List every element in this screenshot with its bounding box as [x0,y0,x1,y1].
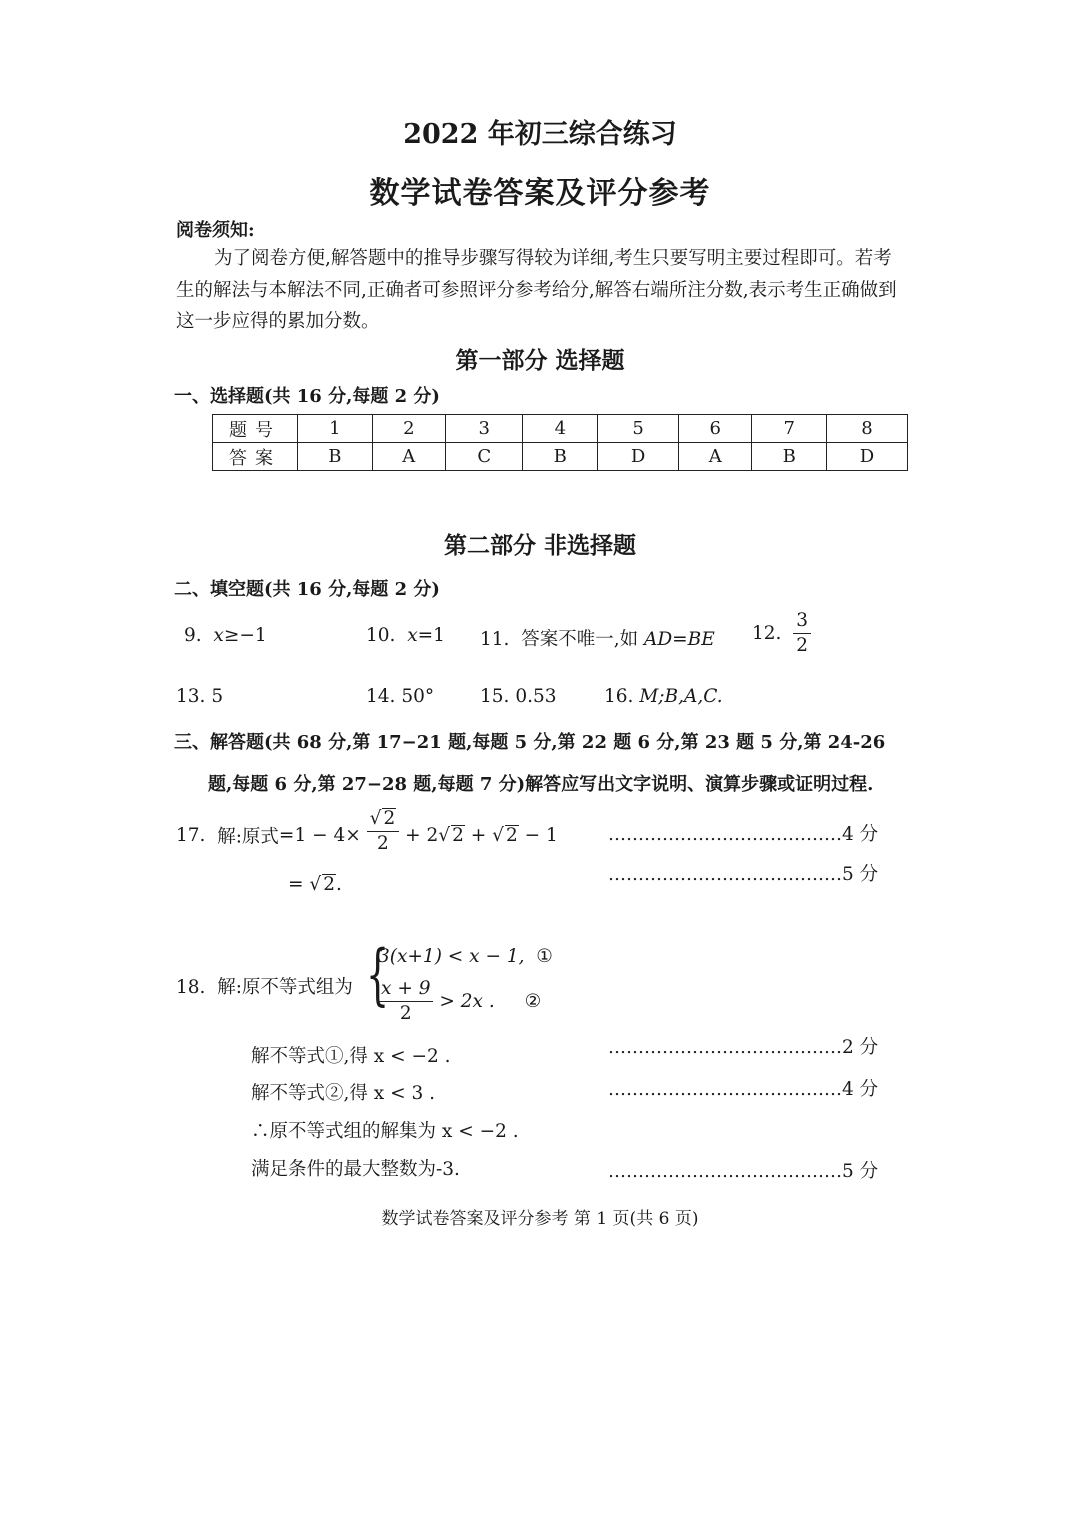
score-value: 2 分 [842,1037,879,1058]
question-number: 17. [176,825,206,846]
q18-step-4: 满足条件的最大整数为-3. [251,1159,460,1180]
table-cell: A [372,443,445,471]
sqrt-sign: √ 2 [492,825,518,846]
expr-part-d: − 1 [524,825,558,846]
leader-dots: ………………………………… [608,1161,842,1182]
fraction-denominator: 2 [399,1002,412,1024]
question-number: 16. [604,686,634,707]
score-value: 5 分 [842,864,879,885]
fraction [793,612,811,655]
score-value: 4 分 [842,1079,879,1100]
table-cell: C [446,443,523,471]
table-cell: A [679,443,752,471]
part1-title: 第一部分 选择题 [455,347,625,374]
answer-q9 [184,625,267,646]
answer-value: 50° [401,686,435,707]
answer-q15 [480,686,557,707]
notice-text: 为了阅卷方便,解答题中的推导步骤写得较为详细,考生只要写明主要过程即可。若考生的解法与本解法不同,正确者可参照评分参考给分,解答右端所注分数,表示考生正确做到这一步应得的累加分数。 [176,248,897,332]
fraction [367,808,400,853]
question-number: 10. [366,625,396,646]
solution-label: 解:原式 [217,826,279,848]
choice-section-heading: 一、选择题(共 16 分,每题 2 分) [174,386,440,407]
answer-q12 [752,612,811,655]
fraction-numerator: √ 2 [367,808,400,832]
question-number: 14. [366,686,396,707]
answer-text: 答案不唯一,如 [521,629,639,650]
answer-q10 [366,625,445,646]
question-number: 13. [176,686,206,707]
answer-q14 [366,686,434,707]
question-number: 11. [480,629,510,650]
answer-value: M;B,A,C. [639,686,723,707]
inequality-1 [378,946,553,967]
exam-title: 2022 年初三综合练习 [403,119,677,150]
q17-score-1 [608,820,878,846]
answer-q13 [176,686,223,707]
leader-dots: ………………………………… [608,864,842,885]
table-cell: B [523,443,598,471]
q18-score-2 [608,1075,878,1101]
table-cell: 8 [827,415,908,443]
fraction-denominator: 2 [796,634,808,656]
sqrt-sign: √ 2 [438,825,464,846]
table-cell: D [827,443,908,471]
expr-part-c: + [470,825,487,846]
inequality-tag: ① [536,946,553,967]
q18-step-2: 解不等式②,得 x < 3 . [251,1083,435,1104]
table-cell: 6 [679,415,752,443]
inequality-rest: > 2x . [439,991,495,1012]
radicand: 2 [452,825,464,846]
row-label-number: 题号 [213,415,298,443]
inequality-tag: ② [524,991,542,1012]
leader-dots: ………………………………… [608,1079,842,1100]
inequality-expr: 3(x+1) < x − 1, [378,946,525,967]
solve-section-heading-line1: 三、解答题(共 68 分,第 17−21 题,每题 5 分,第 22 题 6 分,第 23 题 5 分,第 24-26 [174,732,886,753]
choice-answer-table [212,414,908,471]
q18-step-3: ∴原不等式组的解集为 x < −2 . [251,1121,519,1142]
table-cell: 1 [298,415,373,443]
answer-value: 0.53 [515,686,557,707]
table-cell: D [598,443,679,471]
q18-score-1 [608,1033,878,1059]
score-value: 4 分 [842,824,879,845]
part2-title: 第二部分 非选择题 [443,532,636,559]
fill-section-heading: 二、填空题(共 16 分,每题 2 分) [174,579,440,600]
table-row-answers [213,443,908,471]
leader-dots: ………………………………… [608,824,842,845]
question-number: 18. [176,977,206,998]
page-footer: 数学试卷答案及评分参考 第 1 页(共 6 页) [381,1209,699,1229]
table-cell: 2 [372,415,445,443]
variable: x [213,625,224,646]
equals-sign: = [278,825,295,846]
solution-label: 解:原不等式组为 [217,977,353,998]
answer-q16 [604,686,723,707]
q17-line2: = √ 2. [288,874,342,895]
table-cell: 5 [598,415,679,443]
table-cell: 4 [523,415,598,443]
radicand: 2 [383,808,396,829]
radicand: 2 [323,874,335,895]
answer-key-title: 数学试卷答案及评分参考 [369,176,711,211]
variable: x [407,625,418,646]
equals-sign: = [288,874,304,895]
relation: ≥−1 [223,625,267,646]
table-cell: 3 [446,415,523,443]
q17-score-2 [608,860,878,886]
fraction-numerator: x + 9 [378,980,433,1002]
fraction [378,980,433,1023]
expression: AD=BE [643,629,715,650]
q18-step-1: 解不等式①,得 x < −2 . [251,1046,451,1067]
table-row-question-numbers [213,415,908,443]
q18-score-3 [608,1157,878,1183]
table-cell: 7 [752,415,827,443]
expr-part-a: 1 − 4× [294,825,361,846]
solve-section-heading-line2: 题,每题 6 分,第 27−28 题,每题 7 分)解答应写出文字说明、演算步骤或证明过程. [208,774,874,795]
expr-part-b: + 2 [405,825,439,846]
notice-heading: 阅卷须知: [176,220,255,241]
fraction-numerator: 3 [793,612,811,634]
question-number: 15. [480,686,510,707]
table-cell: B [752,443,827,471]
relation: =1 [417,625,445,646]
q18-intro [176,973,353,999]
period: . [335,874,342,895]
table-cell: B [298,443,373,471]
row-label-answer: 答案 [213,443,298,471]
question-number: 12. [752,623,782,644]
inequality-2 [378,980,541,1023]
leader-dots: ………………………………… [608,1037,842,1058]
fraction-denominator: 2 [377,832,389,854]
radicand: 2 [505,825,518,846]
answer-q11 [480,625,715,651]
score-value: 5 分 [842,1161,879,1182]
answer-value: 5 [211,686,224,707]
left-brace: { [366,936,390,1013]
question-number: 9. [184,625,202,646]
q17-line1 [176,808,558,854]
